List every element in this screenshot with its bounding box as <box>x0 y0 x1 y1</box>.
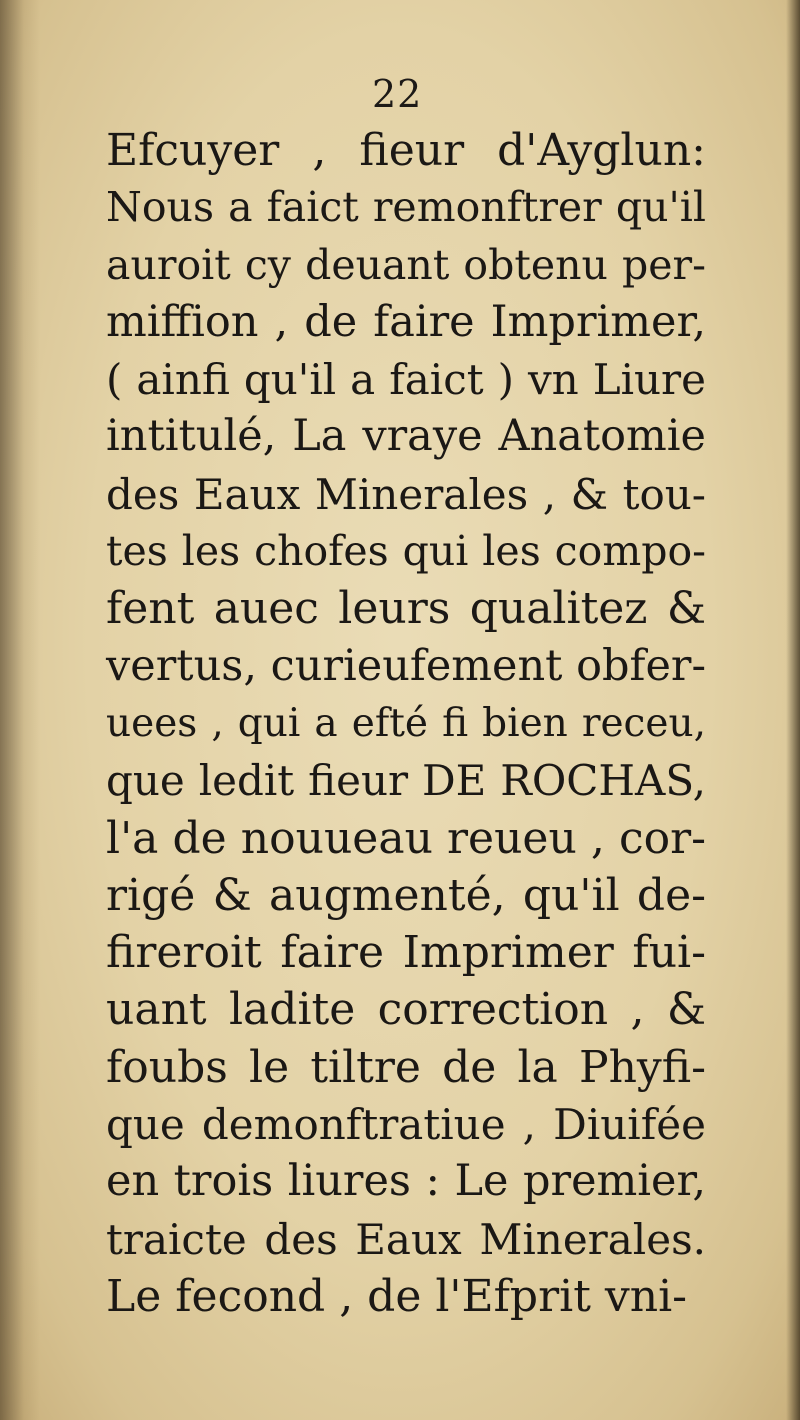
text-line: que demonftratiue , Diuifée <box>106 1100 706 1150</box>
text-line: fireroit faire Imprimer fui- <box>106 927 706 979</box>
text-line: auroit cy deuant obtenu per- <box>106 240 706 289</box>
text-line: miffion , de faire Imprimer, <box>106 296 706 347</box>
text-line: Efcuyer , fieur d'Ayglun: <box>106 125 706 176</box>
text-line: uees , qui a efté fi bien receu, <box>106 700 706 746</box>
text-line: Le fecond , de l'Efprit vni- <box>106 1270 688 1322</box>
text-line: rigé & augmenté, qu'il de- <box>106 869 706 921</box>
text-line: foubs le tiltre de la Phyfi- <box>106 1041 706 1093</box>
text-line: fent auec leurs qualitez & <box>106 583 706 635</box>
text-line: en trois liures : Le premier, <box>106 1156 706 1207</box>
text-line: traicte des Eaux Minerales. <box>106 1214 706 1264</box>
text-line: l'a de nouueau reueu , cor- <box>106 812 706 864</box>
body-text <box>106 122 706 1325</box>
text-line: que ledit fieur DE ROCHAS, <box>106 756 706 806</box>
text-line: uant ladite correction , & <box>106 984 706 1036</box>
text-line: tes les chofes qui les compo- <box>106 527 706 576</box>
text-line: des Eaux Minerales , & tou- <box>106 469 706 519</box>
text-line: ( ainfi qu'il a faict ) vn Liure <box>106 355 706 405</box>
page-number: 22 <box>372 72 423 116</box>
text-line: vertus, curieufement obfer- <box>106 640 706 691</box>
text-line: intitulé, La vraye Anatomie <box>106 411 706 462</box>
text-line: Nous a faict remonftrer qu'il <box>106 183 706 232</box>
